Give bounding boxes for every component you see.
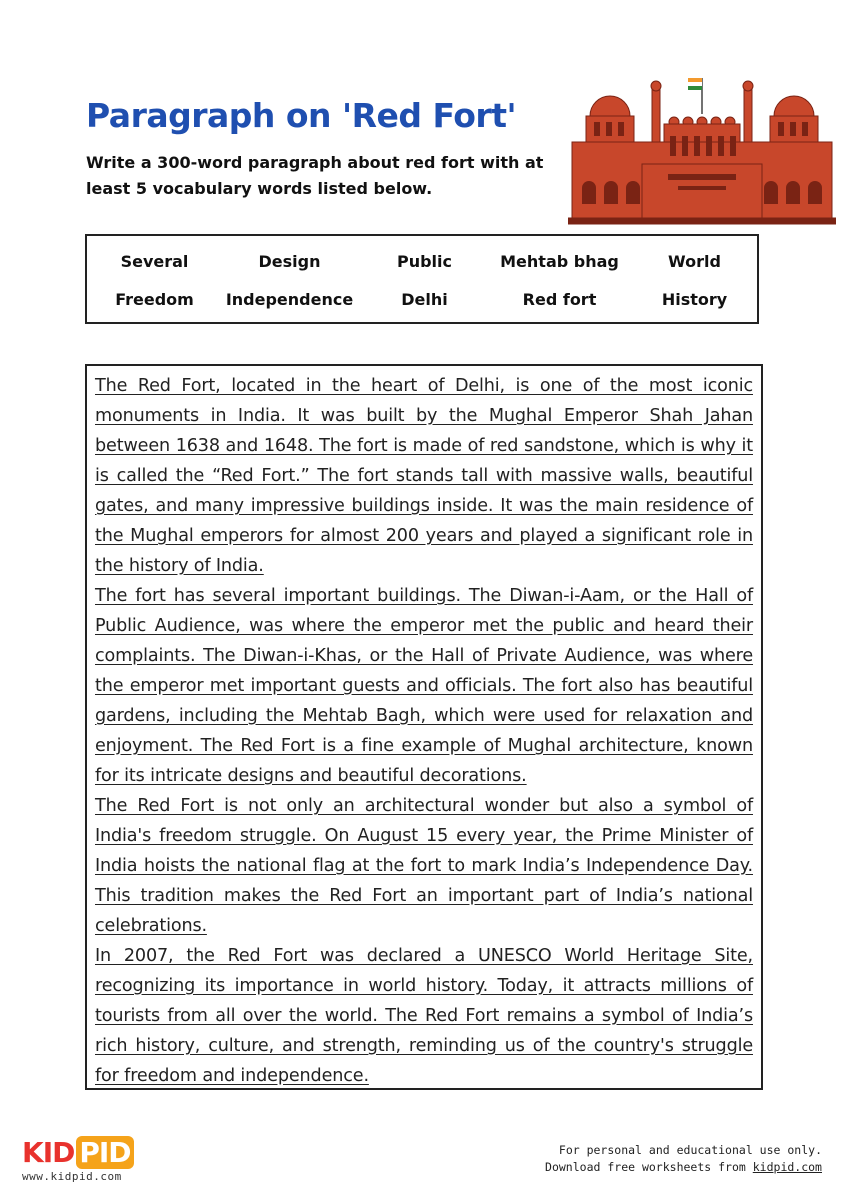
paragraph-3: The Red Fort is not only an architectural wonder but also a symbol of India's freedom struggle. On August 15 every year, the Prime Minister of India hoists the national flag at the fort to mark India’s Independence Day. This tradition makes the Red Fort an important part of India’s national celebrations. [95,796,753,936]
vocab-word: History [661,290,728,309]
paragraph-4: In 2007, the Red Fort was declared a UNESCO World Heritage Site, recognizing its importance in world history. Today, it attracts millions of tourists from all over the world. The Red Fort remains a symbol of India’s rich history, culture, and strength, reminding us of the country's struggle for freedom and independence. [95,946,753,1086]
vocab-word: Several [120,252,189,271]
vocab-word: Freedom [115,290,194,309]
kidpid-link[interactable]: kidpid.com [752,1160,822,1174]
vocab-word: Delhi [401,290,448,309]
vocab-word: World [668,252,721,271]
vocab-word: Mehtab bhag [500,252,619,271]
paragraph-box [85,364,763,1090]
vocabulary-box [85,234,759,324]
logo-kid-text: KID [22,1136,75,1169]
vocab-word: Independence [225,290,354,309]
kidpid-logo [22,1136,134,1169]
footer-line-1: For personal and educational use only. [558,1143,822,1157]
vocab-word: Public [396,252,453,271]
red-fort-illustration [568,74,836,226]
vocabulary-grid [87,236,757,319]
paragraph-2: The fort has several important buildings. The Diwan-i-Aam, or the Hall of Public Audience, was where the emperor met the public and heard their complaints. The Diwan-i-Khas, or the Hall of Private Audience, was where the emperor met important guests and officials. The fort also has beautiful gardens, including the Mehtab Bagh, which were used for relaxation and enjoyment. The Red Fort is a fine example of Mughal architecture, known for its intricate designs and beautiful decorations. [95,586,753,786]
vocab-word: Red fort [522,290,597,309]
paragraph-1: The Red Fort, located in the heart of Delhi, is one of the most iconic monuments in India. It was built by the Mughal Emperor Shah Jahan between 1638 and 1648. The fort is made of red sandstone, which is why it is called the “Red Fort.” The fort stands tall with massive walls, beautiful gates, and many impressive buildings inside. It was the main residence of the Mughal emperors for almost 200 years and played a significant role in the history of India. [95,376,753,576]
footer-line-2-prefix: Download free worksheets from [545,1160,753,1174]
logo-pid-text: PID [76,1136,133,1169]
footer-line-2 [545,1159,822,1176]
logo-url: www.kidpid.com [22,1170,122,1183]
footer-note [545,1142,822,1176]
vocab-word: Design [258,252,321,271]
page-title: Paragraph on 'Red Fort' [86,96,517,135]
instructions-text: Write a 300-word paragraph about red fort with at least 5 vocabulary words listed below. [86,153,544,198]
